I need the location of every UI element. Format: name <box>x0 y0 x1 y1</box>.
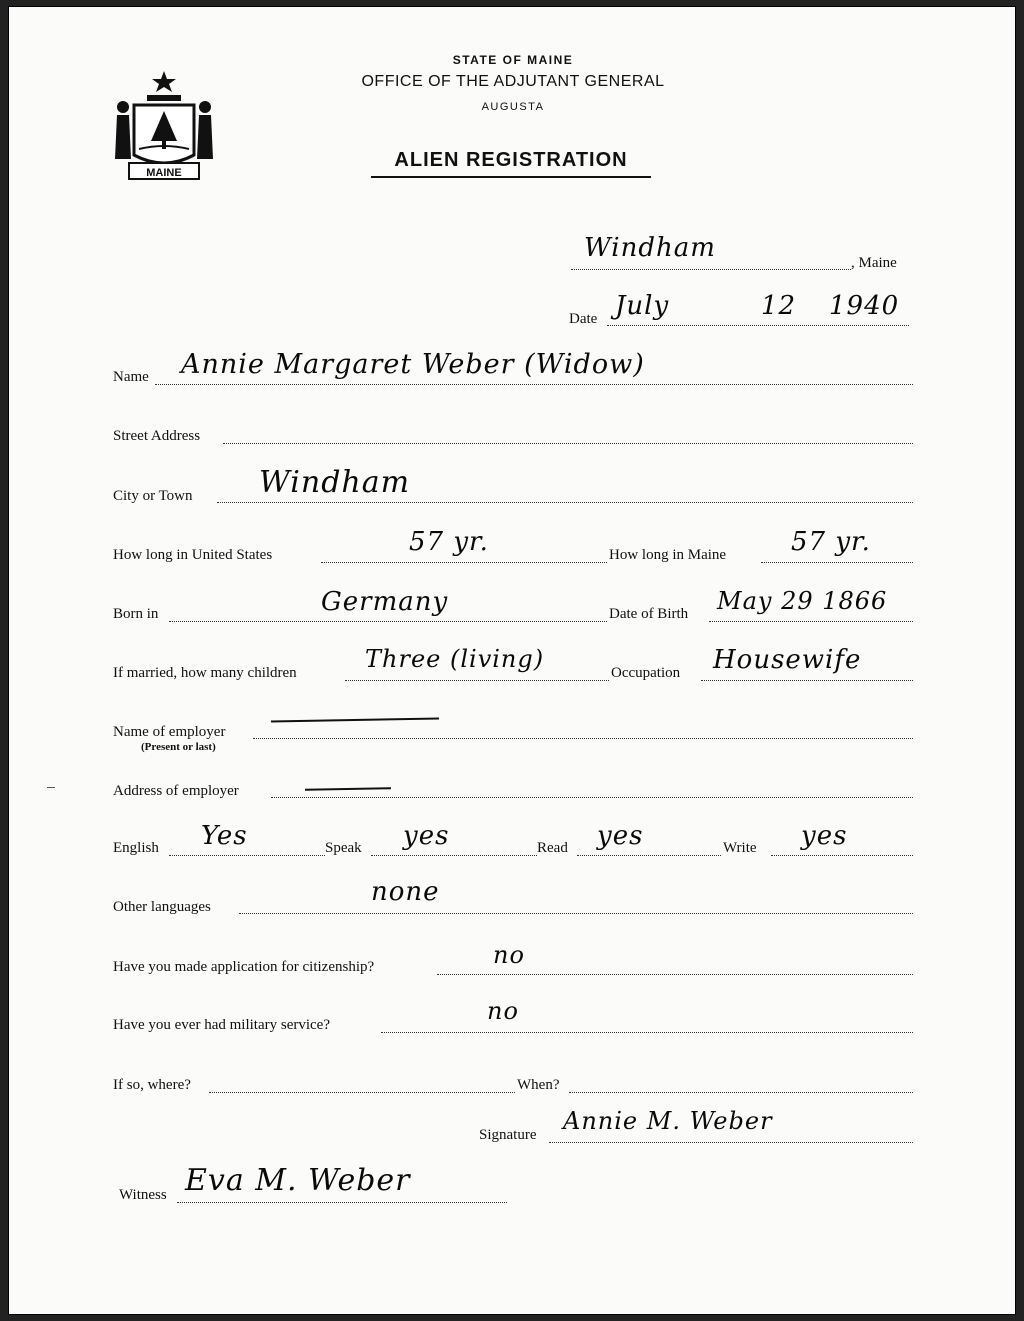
born-label: Born in <box>113 606 159 622</box>
date-month-value: July <box>615 291 670 321</box>
other-lang-line <box>239 913 913 914</box>
read-line <box>577 855 721 856</box>
speak-label: Speak <box>325 840 362 856</box>
write-label: Write <box>723 840 757 856</box>
dob-line <box>709 621 913 622</box>
dob-label: Date of Birth <box>609 606 689 622</box>
date-day-value: 12 <box>761 291 797 321</box>
long-us-label: How long in United States <box>113 547 273 563</box>
born-value: Germany <box>321 587 449 617</box>
header-office: OFFICE OF THE ADJUTANT GENERAL <box>361 73 665 90</box>
citizenship-line <box>437 974 913 975</box>
children-value: Three (living) <box>365 645 545 673</box>
street-label: Street Address <box>113 428 201 444</box>
date-label: Date <box>569 311 598 327</box>
speak-value: yes <box>403 821 450 851</box>
military-label: Have you ever had military service? <box>113 1017 330 1033</box>
where-label: If so, where? <box>113 1077 191 1093</box>
town-label: City or Town <box>113 488 193 504</box>
write-value: yes <box>801 821 848 851</box>
long-maine-line <box>761 562 913 563</box>
english-label: English <box>113 840 159 856</box>
header-city: AUGUSTA <box>481 101 545 113</box>
speak-line <box>371 855 537 856</box>
name-line <box>155 384 913 385</box>
employer-label: Name of employer <box>113 724 226 740</box>
when-label: When? <box>517 1077 560 1093</box>
signature-value: Annie M. Weber <box>563 1107 773 1135</box>
military-line <box>381 1032 913 1033</box>
write-line <box>771 855 913 856</box>
date-line <box>607 325 909 326</box>
name-label: Name <box>113 369 149 385</box>
english-value: Yes <box>201 821 248 851</box>
employer-address-dash <box>305 787 391 791</box>
witness-value: Eva M. Weber <box>185 1163 411 1198</box>
occupation-label: Occupation <box>611 665 681 681</box>
married-label: If married, how many children <box>113 665 297 681</box>
read-value: yes <box>597 821 644 851</box>
military-value: no <box>487 997 519 1025</box>
citizenship-label: Have you made application for citizenship? <box>113 959 375 975</box>
read-label: Read <box>537 840 568 856</box>
where-line <box>209 1092 515 1093</box>
when-line <box>569 1092 913 1093</box>
married-line <box>345 680 609 681</box>
employer-address-label: Address of employer <box>113 783 239 799</box>
long-us-value: 57 yr. <box>409 527 489 557</box>
signature-label: Signature <box>479 1127 537 1143</box>
town-value: Windham <box>259 465 411 500</box>
long-maine-label: How long in Maine <box>609 547 727 563</box>
header-state: STATE OF MAINE <box>452 53 574 67</box>
other-lang-label: Other languages <box>113 899 211 915</box>
town-line <box>217 502 913 503</box>
street-line <box>223 443 913 444</box>
employer-line <box>253 738 913 739</box>
employer-note: (Present or last) <box>141 741 216 753</box>
long-us-line <box>321 562 607 563</box>
margin-mark <box>47 787 55 788</box>
form-title: ALIEN REGISTRATION <box>371 149 651 178</box>
signature-line <box>549 1142 913 1143</box>
place-value: Windham <box>584 233 716 263</box>
name-value: Annie Margaret Weber (Widow) <box>181 349 645 380</box>
other-lang-value: none <box>371 877 440 907</box>
place-line <box>571 269 851 270</box>
maine-label: , Maine <box>851 255 897 271</box>
employer-dash <box>271 718 439 723</box>
employer-address-line <box>271 797 913 798</box>
witness-label: Witness <box>119 1187 167 1203</box>
date-year-value: 1940 <box>829 291 900 321</box>
occupation-line <box>701 680 913 681</box>
occupation-value: Housewife <box>713 645 862 675</box>
born-line <box>169 621 607 622</box>
english-line <box>169 855 325 856</box>
registration-form <box>8 6 1016 1315</box>
citizenship-value: no <box>493 941 525 969</box>
long-maine-value: 57 yr. <box>791 527 871 557</box>
seal-banner-text: MAINE <box>146 167 182 179</box>
witness-line <box>177 1202 507 1203</box>
dob-value: May 29 1866 <box>717 587 888 615</box>
